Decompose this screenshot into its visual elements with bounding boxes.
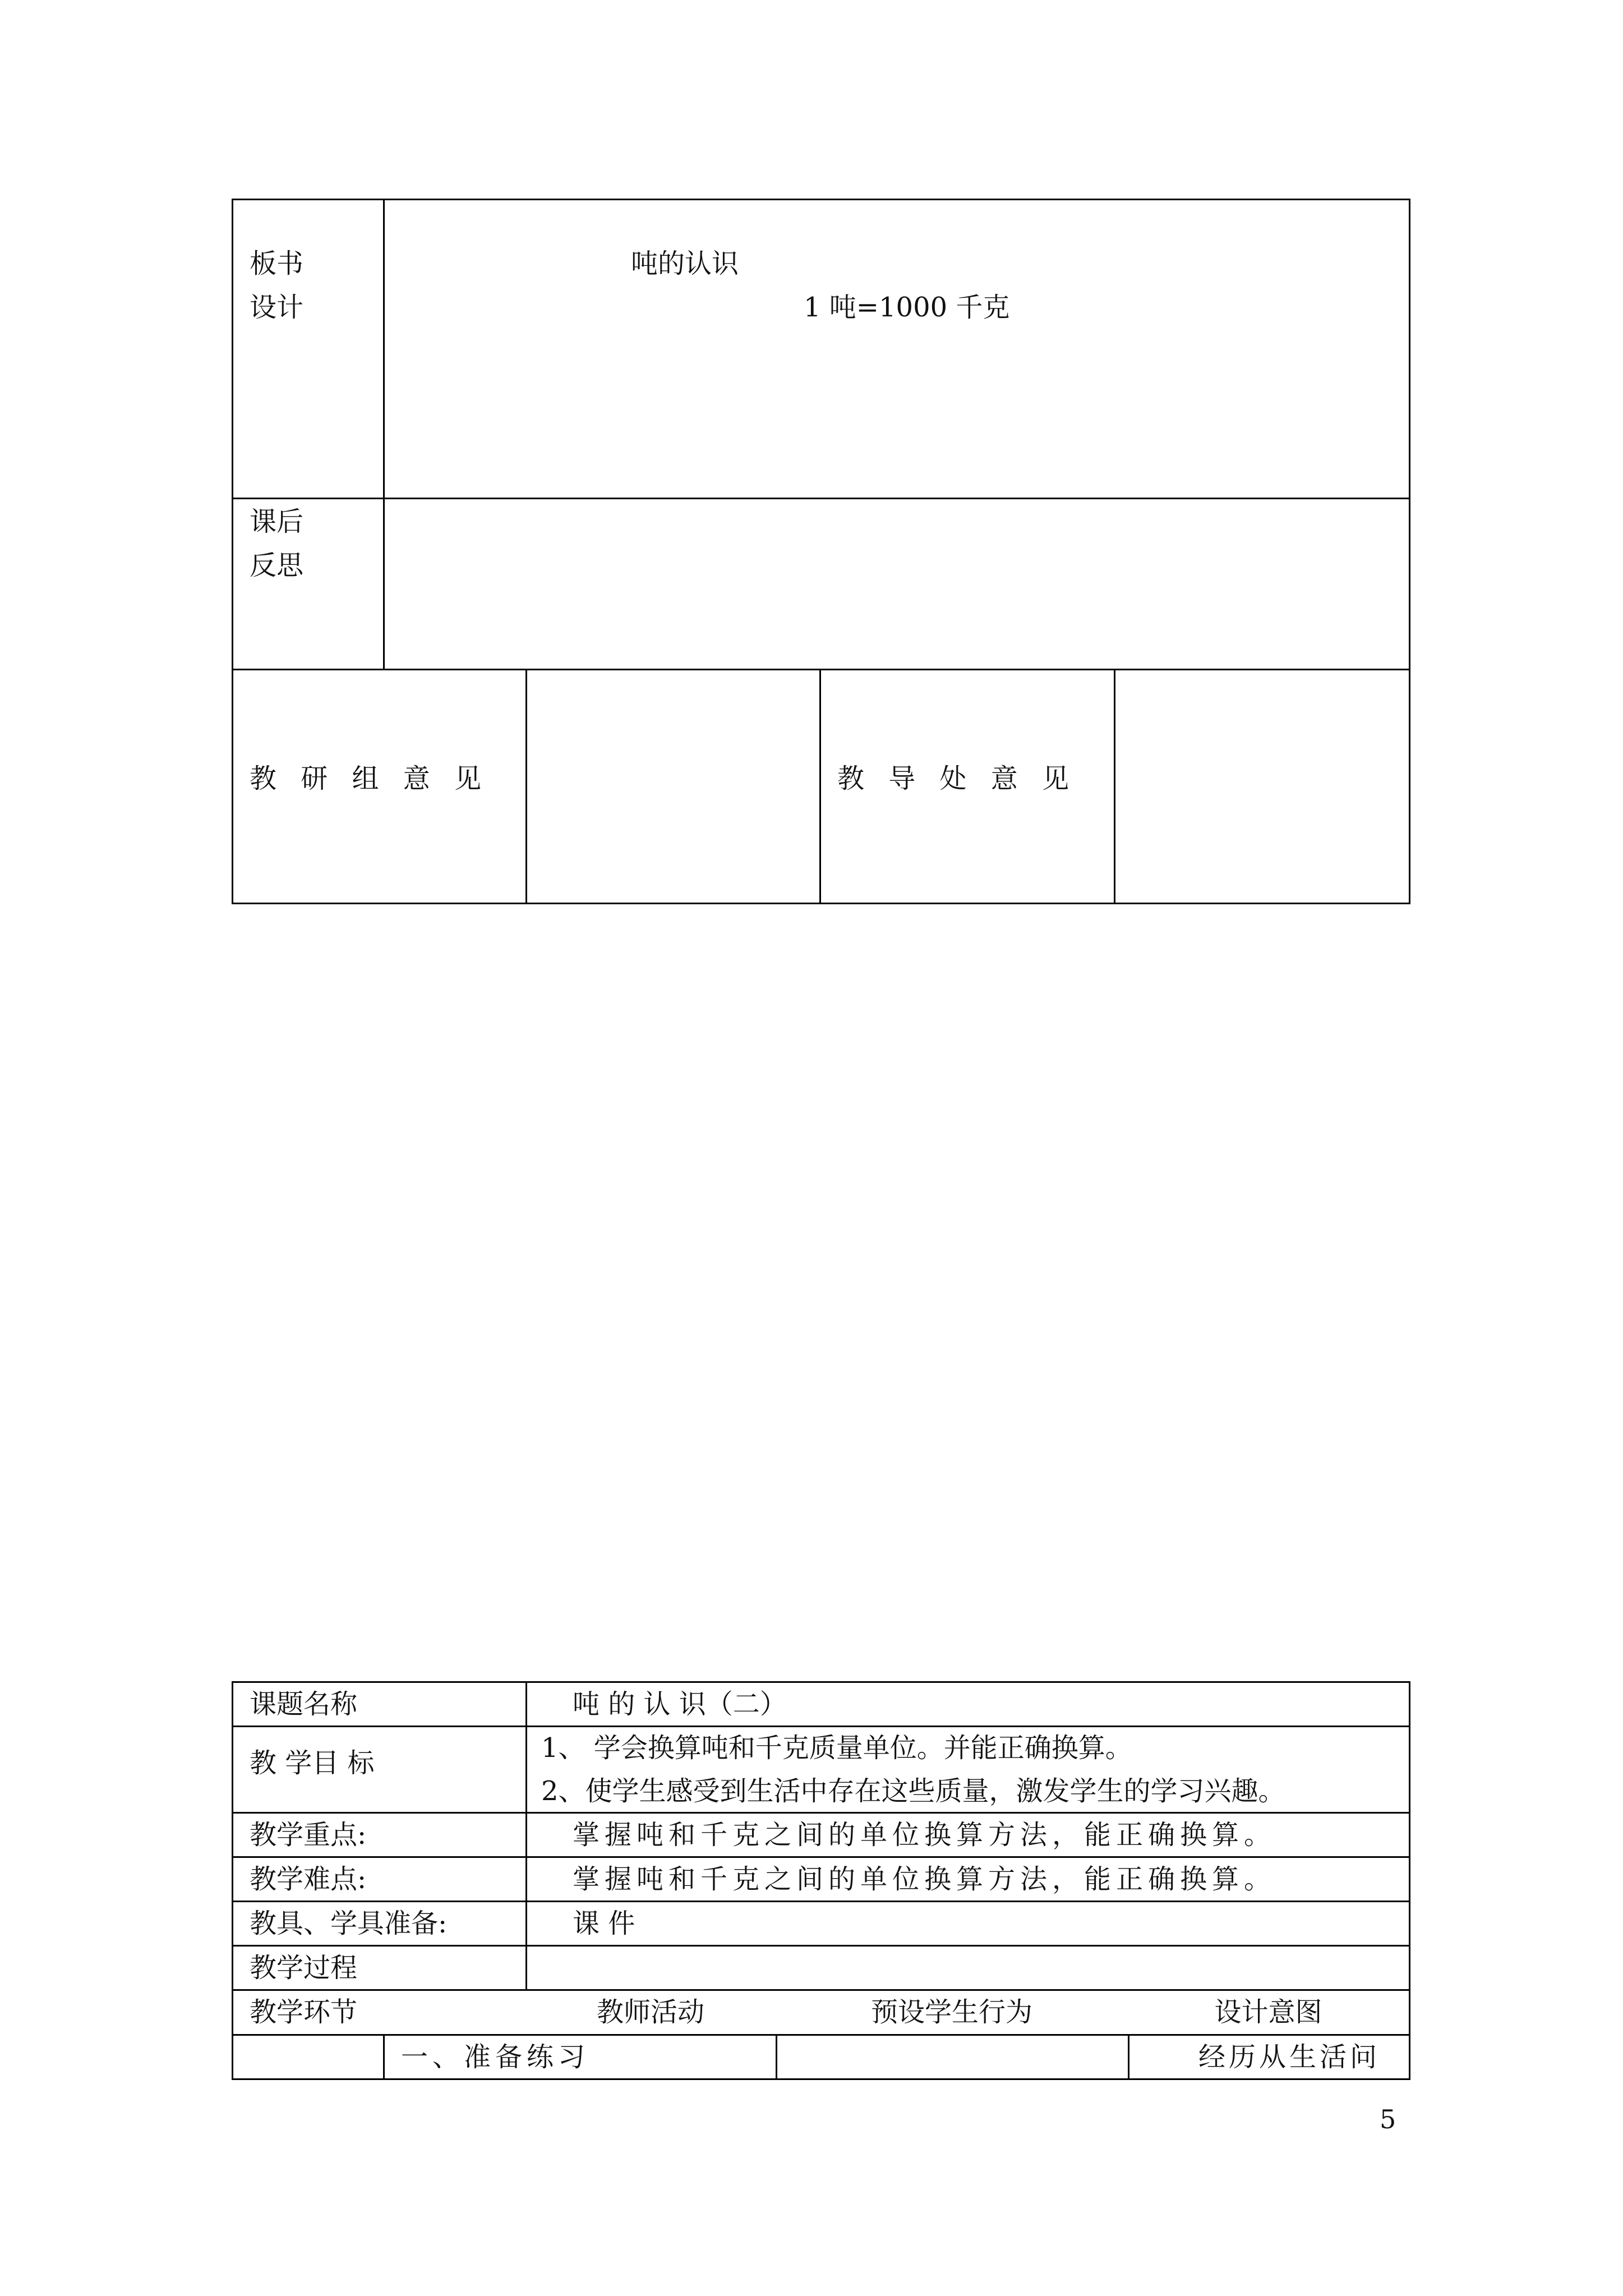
reflection-label-line1: 课后 (250, 506, 304, 537)
topic-value: 吨 的 认 识（二） (573, 1688, 787, 1720)
teaching-process-label: 教学过程 (250, 1952, 358, 1984)
key-point-value: 掌握吨和千克之间的单位换算方法，能正确换算。 (573, 1819, 1276, 1851)
board-design-label-line1: 板书 (250, 248, 304, 279)
col-header-teacher: 教师活动 (596, 1996, 704, 2028)
board-title: 吨的认识 (631, 248, 739, 279)
key-point-label: 教学重点: (250, 1819, 367, 1851)
col-header-stage: 教学环节 (250, 1996, 358, 2028)
tools-label: 教具、学具准备: (250, 1908, 448, 1939)
research-group-opinion-label: 教 研 组 意 见 (250, 763, 490, 794)
board-formula: 1 吨=1000 千克 (804, 292, 1010, 323)
topic-label: 课题名称 (250, 1688, 358, 1720)
board-design-label-line2: 设计 (250, 292, 304, 323)
goal-item-1: 1、 学会换算吨和千克质量单位。并能正确换算。 (541, 1732, 1132, 1764)
col-header-intent: 设计意图 (1214, 1996, 1322, 2028)
tools-value: 课 件 (573, 1908, 635, 1939)
goal-item-2: 2、使学生感受到生活中存在这些质量，激发学生的学习兴趣。 (541, 1775, 1285, 1807)
page-number: 5 (1380, 2104, 1396, 2134)
row1-teacher-activity: 一、准备练习 (401, 2041, 590, 2073)
col-header-student: 预设学生行为 (870, 1996, 1032, 2028)
row1-design-intent: 经历从生活问 (1198, 2041, 1381, 2073)
difficulty-value: 掌握吨和千克之间的单位换算方法，能正确换算。 (573, 1864, 1276, 1895)
goal-label: 教 学目 标 (250, 1747, 375, 1779)
teaching-office-opinion-label: 教 导 处 意 见 (837, 763, 1077, 794)
reflection-label-line2: 反思 (250, 550, 304, 581)
difficulty-label: 教学难点: (250, 1864, 367, 1895)
